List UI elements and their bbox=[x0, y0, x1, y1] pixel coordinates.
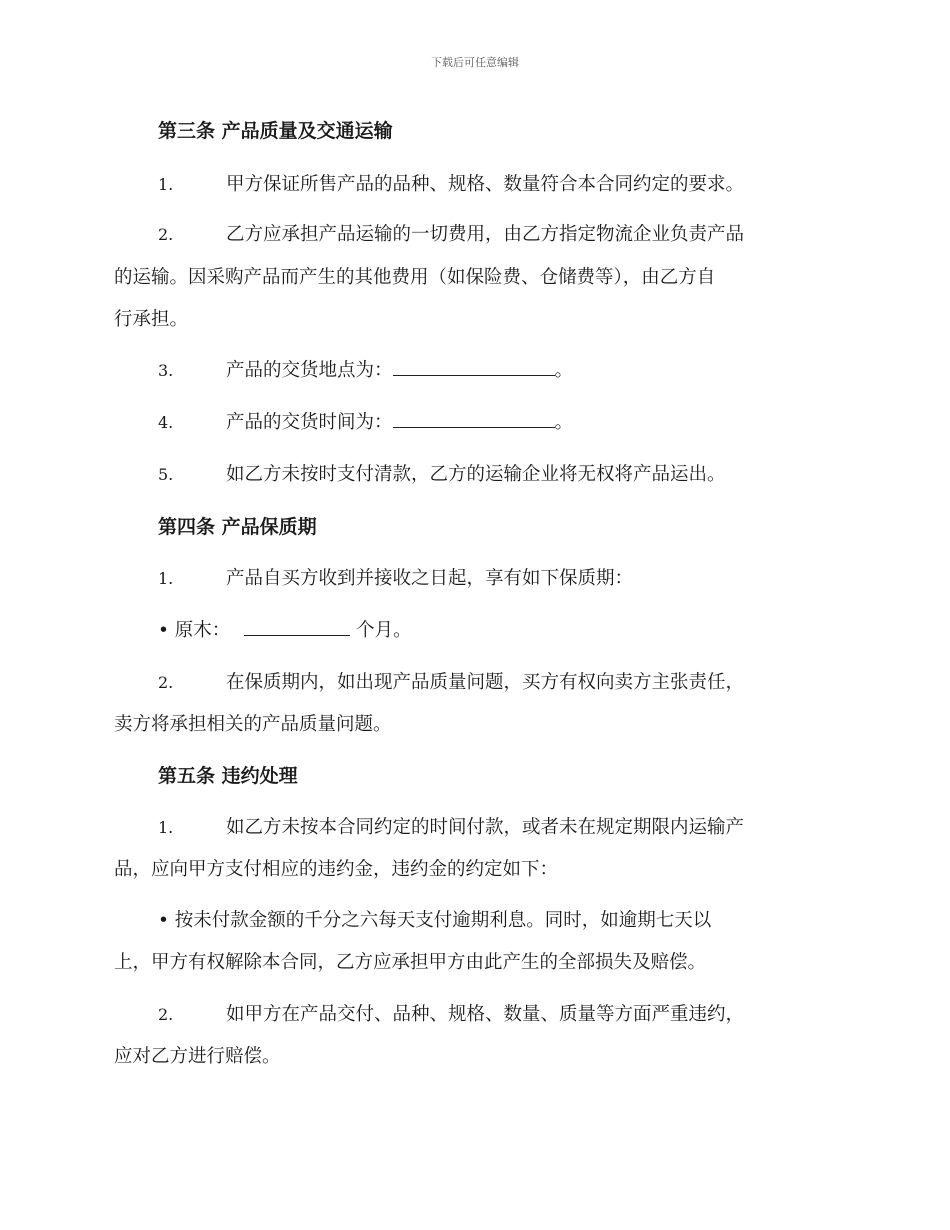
s5-item-1-line-2: 品，应向甲方支付相应的违约金，违约金的约定如下： bbox=[114, 859, 559, 880]
s4-item-1 bbox=[114, 564, 834, 590]
item-number: 1. bbox=[158, 569, 174, 588]
page-header-note: 下载后可任意编辑 bbox=[431, 56, 519, 69]
s4-item-2-line-1 bbox=[114, 668, 834, 694]
item-number: 2. bbox=[158, 673, 174, 692]
item-text: 如乙方未按本合同约定的时间付款，或者未在规定期限内运输产 bbox=[226, 817, 745, 838]
bullet-end: 个月。 bbox=[356, 620, 412, 641]
s4-item-2-line-2: 卖方将承担相关的产品质量问题。 bbox=[114, 714, 392, 735]
s3-item-5 bbox=[114, 460, 834, 486]
item-text: 产品自买方收到并接收之日起，享有如下保质期： bbox=[226, 568, 634, 589]
item-number: 1. bbox=[158, 818, 174, 837]
fill-in-blank[interactable] bbox=[244, 617, 350, 636]
item-number: 5. bbox=[158, 465, 174, 484]
item-end: 。 bbox=[554, 360, 574, 381]
bullet-label: • 原木： bbox=[158, 620, 231, 641]
s3-item-2-line-1 bbox=[114, 220, 834, 246]
s5-item-2-line-2: 应对乙方进行赔偿。 bbox=[114, 1046, 281, 1067]
item-end: 。 bbox=[554, 412, 574, 433]
s5-bullet-line-1: • 按未付款金额的千分之六每天支付逾期利息。同时，如逾期七天以 bbox=[158, 910, 712, 931]
s5-item-2-line-1 bbox=[114, 1000, 834, 1026]
item-text: 产品的交货地点为： bbox=[226, 360, 393, 381]
item-number: 3. bbox=[158, 361, 174, 380]
item-text: 如乙方未按时支付清款，乙方的运输企业将无权将产品运出。 bbox=[226, 464, 726, 485]
item-number: 4. bbox=[158, 413, 174, 432]
s5-bullet-line-2: 上，甲方有权解除本合同，乙方应承担甲方由此产生的全部损失及赔偿。 bbox=[114, 952, 707, 973]
s3-item-1 bbox=[114, 170, 834, 196]
s3-item-2-line-2: 的运输。因采购产品而产生的其他费用（如保险费、仓储费等），由乙方自 bbox=[114, 267, 716, 288]
item-number: 2. bbox=[158, 1005, 174, 1024]
item-number: 1. bbox=[158, 175, 174, 194]
fill-in-blank[interactable] bbox=[393, 357, 555, 376]
item-text: 甲方保证所售产品的品种、规格、数量符合本合同约定的要求。 bbox=[226, 174, 745, 195]
item-text: 在保质期内，如出现产品质量问题，买方有权向卖方主张责任， bbox=[226, 672, 745, 693]
section-5-title: 第五条 违约处理 bbox=[158, 765, 298, 787]
item-text: 如甲方在产品交付、品种、规格、数量、质量等方面严重违约， bbox=[226, 1004, 745, 1025]
s3-item-2-line-3: 行承担。 bbox=[114, 309, 189, 330]
section-3-title: 第三条 产品质量及交通运输 bbox=[158, 120, 393, 142]
section-4-title: 第四条 产品保质期 bbox=[158, 516, 317, 538]
s3-item-4 bbox=[114, 408, 834, 434]
s5-item-1-line-1 bbox=[114, 813, 834, 839]
item-text: 乙方应承担产品运输的一切费用，由乙方指定物流企业负责产品 bbox=[226, 224, 745, 245]
s3-item-3 bbox=[114, 356, 834, 382]
item-number: 2. bbox=[158, 225, 174, 244]
fill-in-blank[interactable] bbox=[393, 409, 555, 428]
s4-bullet-yuanmu bbox=[158, 616, 412, 642]
item-text: 产品的交货时间为： bbox=[226, 412, 393, 433]
